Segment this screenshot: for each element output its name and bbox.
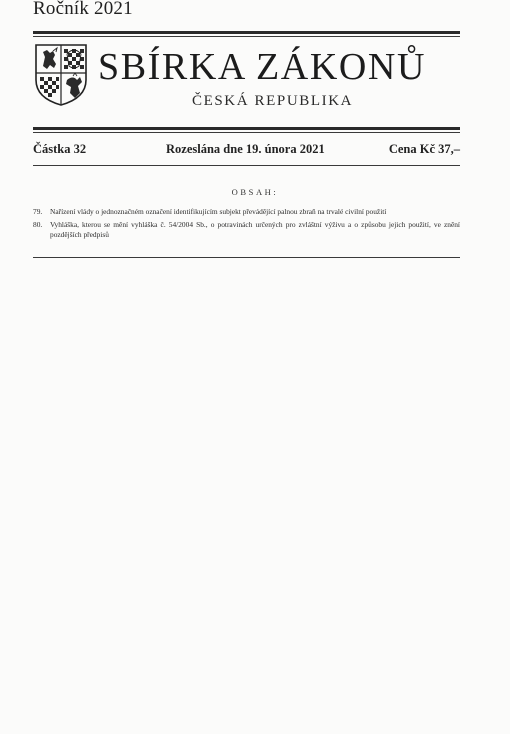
issue-divider bbox=[33, 165, 460, 166]
toc-item[interactable] bbox=[33, 220, 460, 241]
publication-title: SBÍRKA ZÁKONŮ bbox=[98, 46, 426, 88]
contents-divider bbox=[33, 257, 460, 258]
toc-item-title: Nařízení vlády o jednoznačném označení identifikujícím subjekt převádějící palnou zbraň na trvalé civilní použití bbox=[50, 207, 387, 216]
toc-item-number: 80. bbox=[33, 219, 43, 229]
contents-heading: OBSAH: bbox=[231, 187, 279, 197]
header-bottom-rule bbox=[33, 127, 460, 130]
header-bottom-thin-rule bbox=[33, 132, 460, 133]
toc-item-number: 79. bbox=[33, 207, 43, 216]
toc-item-title: Vyhláška, kterou se mění vyhláška č. 54/2004 Sb., o potravinách určených pro zvláštní výživu a o způsobu jejich použití, ve znění pozdějších předpisů bbox=[50, 219, 460, 239]
header-top-thin-rule bbox=[33, 36, 460, 37]
volume-year: Ročník 2021 bbox=[33, 0, 133, 19]
toc-item[interactable] bbox=[33, 207, 460, 218]
publication-subtitle: ČESKÁ REPUBLIKA bbox=[192, 93, 354, 109]
table-of-contents bbox=[33, 207, 460, 243]
issue-date: Rozeslána dne 19. února 2021 bbox=[166, 142, 325, 156]
header-top-rule bbox=[33, 31, 460, 34]
issue-info-row bbox=[33, 142, 460, 160]
issue-price: Cena Kč 37,– bbox=[388, 142, 460, 156]
czech-coat-of-arms-icon bbox=[33, 42, 89, 108]
issue-part: Částka 32 bbox=[33, 142, 87, 156]
